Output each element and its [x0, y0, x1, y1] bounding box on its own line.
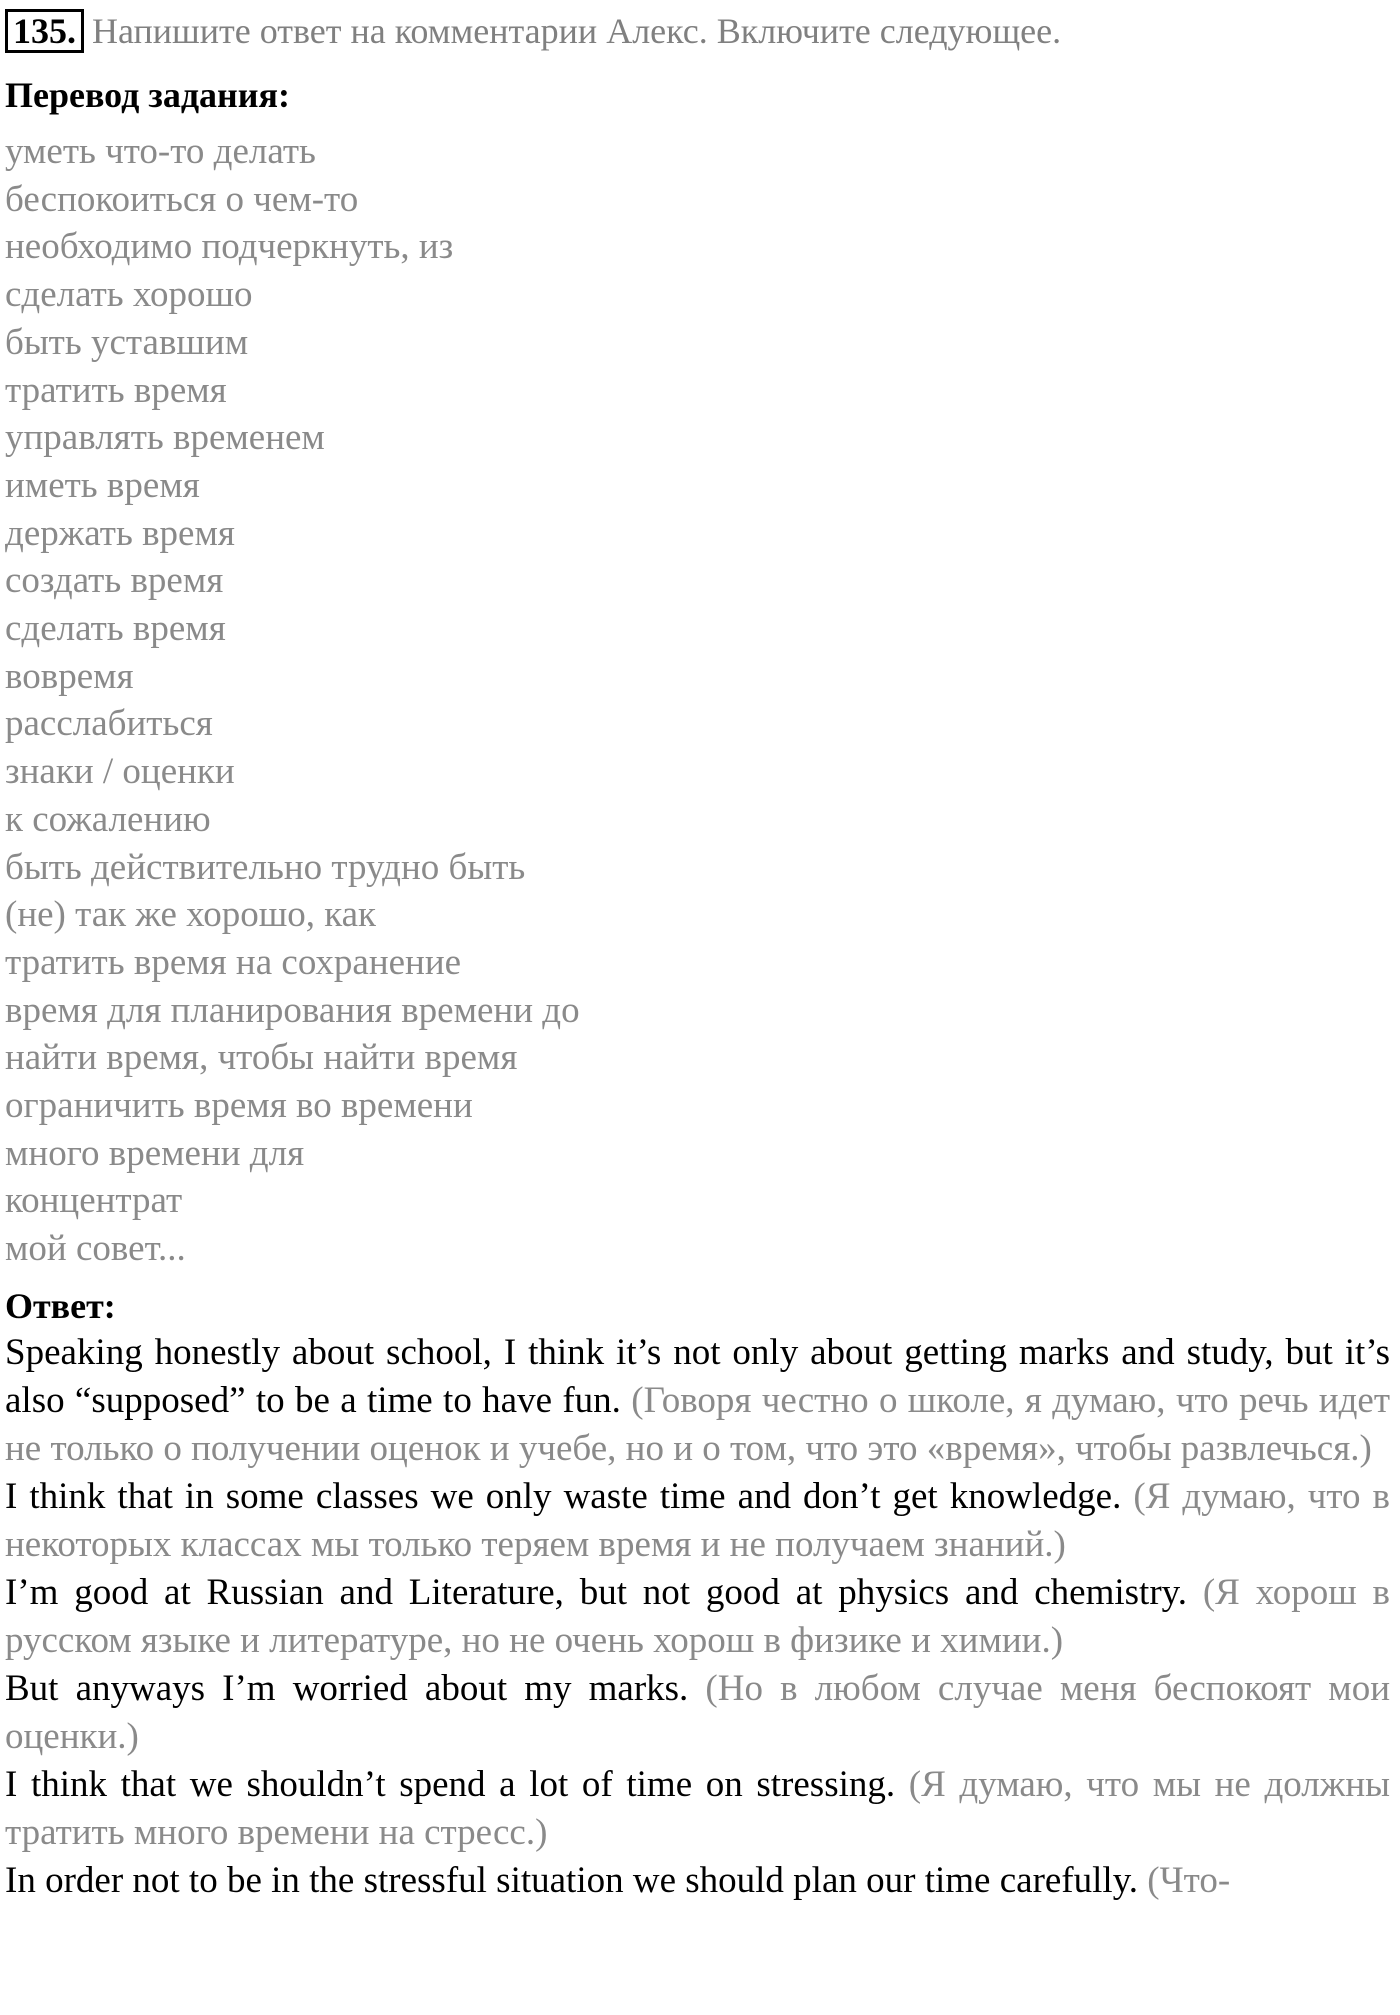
answer-paragraph	[5, 1857, 1390, 1905]
vocabulary-item: вовремя	[5, 655, 134, 697]
vocabulary-item: беспокоиться о чем-то	[5, 178, 359, 220]
vocabulary-item: держать время	[5, 512, 235, 554]
russian-translation: (Что-	[1147, 1859, 1231, 1901]
vocabulary-item: к сожалению	[5, 798, 211, 840]
english-text: I think that in some classes we only waste time and don’t get knowledge.	[5, 1475, 1122, 1517]
answer-paragraph	[5, 1329, 1390, 1473]
vocabulary-item: сделать хорошо	[5, 274, 253, 316]
vocabulary-item: расслабиться	[5, 703, 213, 745]
task-instruction: Напишите ответ на комментарии Алекс. Включите следующее.	[92, 11, 1062, 51]
vocabulary-item: знаки / оценки	[5, 751, 235, 793]
answer-body	[5, 1329, 1390, 1905]
vocabulary-item: (не) так же хорошо, как	[5, 894, 377, 936]
task-number-box: 135.	[5, 9, 84, 53]
english-text: I’m good at Russian and Literature, but not good at physics and chemistry.	[5, 1571, 1187, 1613]
vocabulary-item: тратить время на сохранение	[5, 941, 462, 983]
vocabulary-item: создать время	[5, 560, 224, 602]
vocabulary-item: управлять временем	[5, 417, 325, 459]
document-page	[5, 8, 1390, 1905]
answer-paragraph	[5, 1761, 1390, 1857]
english-text: I think that we shouldn’t spend a lot of time on stressing.	[5, 1763, 896, 1805]
vocabulary-item: найти время, чтобы найти время	[5, 1037, 518, 1079]
vocabulary-item: уметь что-то делать	[5, 131, 316, 172]
vocabulary-item: тратить время	[5, 369, 227, 411]
russian-translation: (Но в любом случае меня беспокоят мои оценки.)	[5, 1667, 1390, 1757]
answer-paragraph	[5, 1569, 1390, 1665]
vocabulary-item: сделать время	[5, 608, 226, 650]
vocabulary-item: много времени для	[5, 1132, 305, 1174]
english-text: Speaking honestly about school, I think it’s not only about getting marks and study, but it’s also “supposed” to be a time to have fun.	[5, 1331, 1390, 1421]
vocabulary-item: иметь время	[5, 464, 200, 506]
russian-translation: (Говоря честно о школе, я думаю, что речь идет не только о получении оценок и учебе, но и о том, что это «время», чтобы развлечься.)	[5, 1379, 1391, 1469]
vocabulary-list	[5, 128, 1390, 1273]
vocabulary-item: концентрат	[5, 1180, 183, 1222]
vocabulary-item: время для планирования времени до	[5, 989, 580, 1031]
vocabulary-item: ограничить время во времени	[5, 1085, 473, 1127]
russian-translation: (Я думаю, что в некоторых классах мы только теряем время и не получаем знаний.)	[5, 1475, 1391, 1565]
english-text: In order not to be in the stressful situation we should plan our time carefully.	[5, 1859, 1139, 1901]
english-text: But anyways I’m worried about my marks.	[5, 1667, 689, 1709]
translation-heading: Перевод задания:	[5, 75, 290, 115]
vocabulary-item: необходимо подчеркнуть, из	[5, 226, 454, 268]
russian-translation: (Я хорош в русском языке и литературе, но не очень хорош в физике и химии.)	[5, 1571, 1390, 1661]
task-header	[5, 8, 1390, 54]
vocabulary-item: мой совет...	[5, 1228, 186, 1270]
answer-paragraph	[5, 1665, 1390, 1761]
russian-translation: (Я думаю, что мы не должны тратить много времени на стресс.)	[5, 1763, 1390, 1853]
answer-heading: Ответ:	[5, 1285, 116, 1326]
answer-paragraph	[5, 1473, 1390, 1569]
vocabulary-item: быть уставшим	[5, 321, 249, 363]
vocabulary-item: быть действительно трудно быть	[5, 846, 526, 888]
